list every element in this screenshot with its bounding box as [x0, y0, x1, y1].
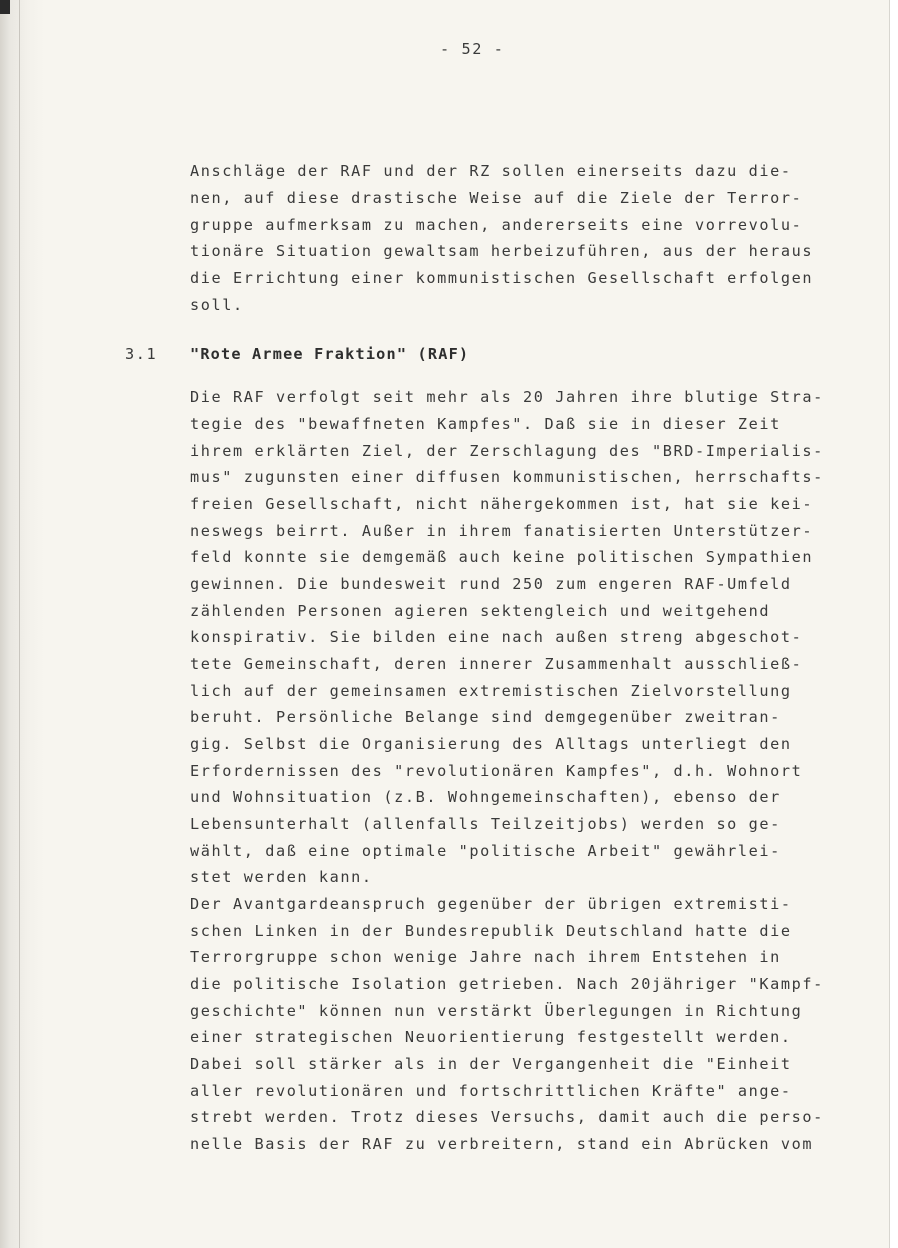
body-line: schen Linken in der Bundesrepublik Deutschland hatte die: [190, 922, 792, 940]
body-line: feld konnte sie demgemäß auch keine politischen Sympathien: [190, 548, 814, 566]
body-line: nelle Basis der RAF zu verbreitern, stand ein Abrücken vom: [190, 1135, 814, 1153]
body-line: mus" zugunsten einer diffusen kommunistischen, herrschafts-: [190, 468, 824, 486]
body-line: und Wohnsituation (z.B. Wohngemeinschaften), ebenso der: [190, 788, 781, 806]
body-line: einer strategischen Neuorientierung festgestellt werden.: [190, 1028, 792, 1046]
body-line: geschichte" können nun verstärkt Überlegungen in Richtung: [190, 1002, 803, 1020]
page-number: - 52 -: [440, 40, 505, 58]
body-line: wählt, daß eine optimale "politische Arbeit" gewährlei-: [190, 842, 781, 860]
body-line: zählenden Personen agieren sektengleich und weitgehend: [190, 602, 771, 620]
body-line: beruht. Persönliche Belange sind demgegenüber zweitran-: [190, 708, 781, 726]
body-line: die politische Isolation getrieben. Nach 20jähriger "Kampf-: [190, 975, 824, 993]
body-line: tegie des "bewaffneten Kampfes". Daß sie in dieser Zeit: [190, 415, 781, 433]
body-line: neswegs beirrt. Außer in ihrem fanatisierten Unterstützer-: [190, 522, 814, 540]
section-title: "Rote Armee Fraktion" (RAF): [190, 345, 470, 363]
body-line: stet werden kann.: [190, 868, 373, 886]
intro-line: die Errichtung einer kommunistischen Gesellschaft erfolgen: [190, 269, 814, 287]
section-number: 3.1: [125, 345, 158, 363]
scan-binding-line: [19, 0, 20, 1248]
body-line: aller revolutionären und fortschrittlichen Kräfte" ange-: [190, 1082, 792, 1100]
intro-line: soll.: [190, 296, 244, 314]
body-line: ihrem erklärten Ziel, der Zerschlagung des "BRD-Imperialis-: [190, 442, 824, 460]
scan-right-edge: [889, 0, 898, 1248]
body-line: Terrorgruppe schon wenige Jahre nach ihrem Entstehen in: [190, 948, 781, 966]
scan-corner-mark: [0, 0, 10, 14]
intro-line: Anschläge der RAF und der RZ sollen einerseits dazu die-: [190, 162, 792, 180]
intro-line: gruppe aufmerksam zu machen, andererseits eine vorrevolu-: [190, 216, 803, 234]
body-line: freien Gesellschaft, nicht nähergekommen ist, hat sie kei-: [190, 495, 814, 513]
body-line: Erfordernissen des "revolutionären Kampfes", d.h. Wohnort: [190, 762, 803, 780]
body-line: Der Avantgardeanspruch gegenüber der übrigen extremisti-: [190, 895, 792, 913]
body-line: lich auf der gemeinsamen extremistischen Zielvorstellung: [190, 682, 792, 700]
scan-left-edge: [0, 0, 44, 1248]
body-line: gewinnen. Die bundesweit rund 250 zum engeren RAF-Umfeld: [190, 575, 792, 593]
body-line: tete Gemeinschaft, deren innerer Zusammenhalt ausschließ-: [190, 655, 803, 673]
body-line: Die RAF verfolgt seit mehr als 20 Jahren ihre blutige Stra-: [190, 388, 824, 406]
body-line: konspirativ. Sie bilden eine nach außen streng abgeschot-: [190, 628, 803, 646]
body-line: gig. Selbst die Organisierung des Alltags unterliegt den: [190, 735, 792, 753]
intro-line: nen, auf diese drastische Weise auf die Ziele der Terror-: [190, 189, 803, 207]
body-line: strebt werden. Trotz dieses Versuchs, damit auch die perso-: [190, 1108, 824, 1126]
body-line: Dabei soll stärker als in der Vergangenheit die "Einheit: [190, 1055, 792, 1073]
intro-line: tionäre Situation gewaltsam herbeizuführen, aus der heraus: [190, 242, 814, 260]
body-line: Lebensunterhalt (allenfalls Teilzeitjobs) werden so ge-: [190, 815, 781, 833]
